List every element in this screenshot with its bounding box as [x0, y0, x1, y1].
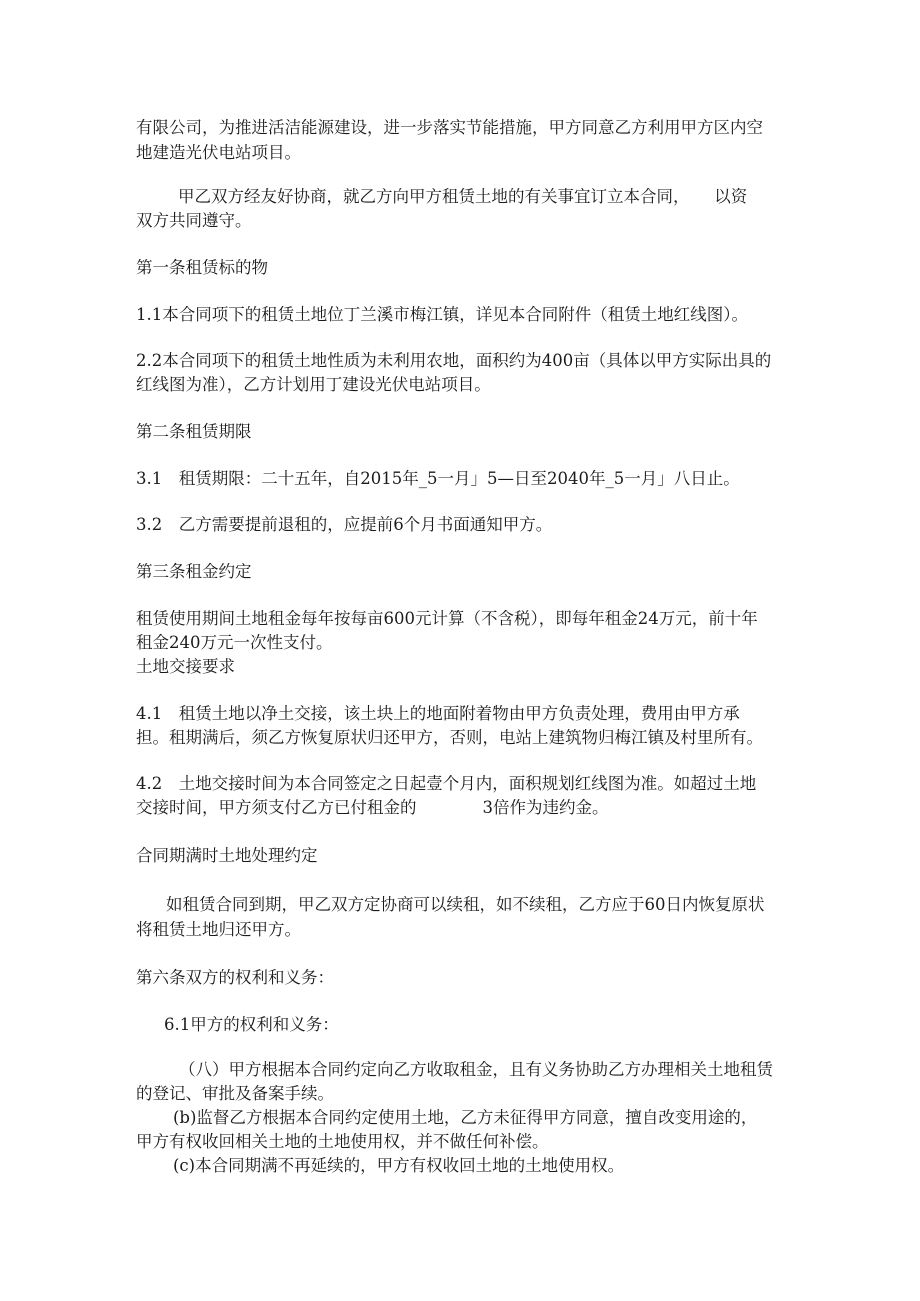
section-heading: 合同期满时土地处理约定 — [136, 846, 318, 865]
text-line: 交接时间，甲方须支付乙方已付租金的 3倍作为违约金。 — [136, 798, 609, 817]
text-line: 甲乙双方经友好协商，就乙方向甲方租赁土地的有关事宜订立本合同， 以资 — [178, 187, 748, 206]
text-line: 地建造光伏电站项目。 — [136, 143, 301, 162]
text-line: 双方共同遵守。 — [136, 211, 252, 230]
text-line: 红线图为准），乙方计划用丁建设光伏电站项目。 — [136, 375, 491, 394]
clause-line: (b)监督乙方根据本合同约定使用土地，乙方未征得甲方同意，擅自改变用途的， — [173, 1108, 758, 1127]
clause-line: 4.2 土地交接时间为本合同签定之日起壹个月内，面积规划红线图为准。如超过土地 — [136, 774, 757, 793]
section-heading: 第二条租赁期限 — [136, 422, 252, 441]
clause-line: 1.1本合同项下的租赁土地位丁兰溪市梅江镇，详见本合同附件（租赁土地红线图）。 — [136, 305, 748, 324]
clause-line: 6.1甲方的权利和义务： — [164, 1015, 339, 1034]
text-line: 有限公司，为推进活洁能源建设，进一步落实节能措施，甲方同意乙方利用甲方区内空 — [136, 118, 763, 137]
section-heading: 土地交接要求 — [136, 657, 235, 676]
clause-line: （八）甲方根据本合同约定向乙方收取租金，且有义务协助乙方办理相关土地租赁 — [179, 1060, 773, 1079]
text-line: 租金240万元一次性支付。 — [136, 633, 333, 652]
text-line: 担。租期满后，须乙方恢复原状归还甲方，否则，电站上建筑物归梅江镇及村里所有。 — [136, 728, 763, 747]
text-line: 如租赁合同到期，甲乙双方定协商可以续租，如不续租，乙方应于60日内恢复原状 — [166, 895, 765, 914]
text-line: 的登记、审批及备案手续。 — [136, 1084, 334, 1103]
text-line: 将租赁土地归还甲方。 — [136, 920, 301, 939]
section-heading: 第三条租金约定 — [136, 562, 252, 581]
clause-line: 4.1 租赁土地以净土交接，该土块上的地面附着物由甲方负责处理，费用由甲方承 — [136, 704, 740, 723]
clause-line: 3.2 乙方需要提前退租的，应提前6个月书面通知甲方。 — [136, 515, 553, 534]
clause-line: 2.2本合同项下的租赁土地性质为未利用农地，面积约为400亩（具体以甲方实际出具的 — [136, 351, 772, 370]
text-line: 租赁使用期间土地租金每年按每亩600元计算（不含税），即每年租金24万元，前十年 — [136, 609, 758, 628]
section-heading: 第一条租赁标的物 — [136, 258, 268, 277]
clause-line: (c)本合同期满不再延续的，甲方有权收回土地的土地使用权。 — [173, 1156, 625, 1175]
clause-line: 3.1 租赁期限：二十五年，自2015年_5一月」5—日至2040年_5一月」八日止。 — [136, 469, 740, 488]
section-heading: 第六条双方的权利和义务： — [136, 968, 334, 987]
text-line: 甲方有权收回相关土地的土地使用权，并不做任何补偿。 — [136, 1132, 549, 1151]
